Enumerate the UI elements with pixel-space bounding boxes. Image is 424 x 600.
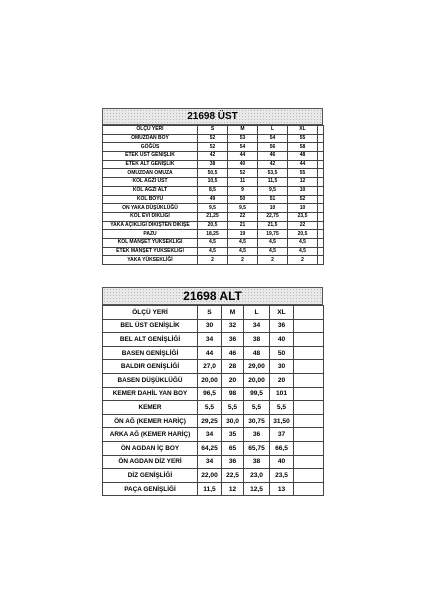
bottom-chart-title: 21698 ALT — [102, 287, 323, 305]
top-measure-value: 53,5 — [258, 169, 288, 178]
top-measure-name: KOL AĞZI ÜST — [103, 178, 198, 187]
bottom-measure-value: 34 — [198, 455, 222, 469]
top-table-row — [103, 221, 324, 230]
top-blank-cell — [318, 230, 324, 239]
top-table-row — [103, 238, 324, 247]
top-measure-value: 2 — [228, 256, 258, 265]
bottom-measure-value: 40 — [270, 455, 294, 469]
bottom-table-row — [103, 414, 324, 428]
bottom-blank-cell — [294, 387, 324, 401]
top-measure-name: ETEK ALT GENİŞLİK — [103, 160, 198, 169]
top-measure-name: GÖĞÜS — [103, 143, 198, 152]
top-measure-value: 12 — [288, 178, 318, 187]
bottom-size-table — [102, 305, 324, 496]
bottom-header-row — [103, 306, 324, 320]
top-table-row — [103, 247, 324, 256]
bottom-measure-value: 32 — [222, 319, 244, 333]
bottom-table-row — [103, 401, 324, 415]
top-measure-value: 10 — [288, 186, 318, 195]
top-table-row — [103, 186, 324, 195]
top-measure-value: 54 — [258, 134, 288, 143]
top-blank-cell — [318, 195, 324, 204]
bottom-blank-cell — [294, 428, 324, 442]
bottom-blank-cell — [294, 373, 324, 387]
top-table-row — [103, 256, 324, 265]
top-measure-name: KOL BOYU — [103, 195, 198, 204]
bottom-measure-value: 66,5 — [270, 441, 294, 455]
top-measure-value: 52 — [288, 195, 318, 204]
top-measure-value: 4,5 — [198, 247, 228, 256]
bottom-measure-value: 36 — [270, 319, 294, 333]
bottom-table-row — [103, 482, 324, 496]
bottom-size-chart — [102, 287, 323, 493]
top-measure-value: 22 — [228, 212, 258, 221]
bottom-measure-value: 101 — [270, 387, 294, 401]
top-measure-value: 19 — [228, 230, 258, 239]
top-measure-value: 2 — [258, 256, 288, 265]
bottom-measure-value: 23,5 — [270, 469, 294, 483]
bottom-header-cell: XL — [270, 306, 294, 320]
top-measure-value: 2 — [198, 256, 228, 265]
top-chart-title: 21698 ÜST — [102, 108, 323, 125]
top-measure-value: 21 — [228, 221, 258, 230]
top-measure-value: 4,5 — [288, 238, 318, 247]
top-measure-name: OMUZDAN OMUZA — [103, 169, 198, 178]
bottom-measure-value: 30 — [270, 360, 294, 374]
bottom-measure-value: 11,5 — [198, 482, 222, 496]
top-table-row — [103, 230, 324, 239]
top-measure-name: ETEK MANŞET YÜKSEKLİĞİ — [103, 247, 198, 256]
bottom-blank-cell — [294, 482, 324, 496]
top-measure-value: 8,5 — [198, 186, 228, 195]
top-blank-cell — [318, 143, 324, 152]
top-measure-value: 10 — [288, 204, 318, 213]
bottom-measure-value: 12,5 — [244, 482, 270, 496]
top-measure-value: 11 — [228, 178, 258, 187]
top-measure-value: 20,5 — [288, 230, 318, 239]
top-measure-name: PAZU — [103, 230, 198, 239]
top-measure-name: KOL EVİ DİKLİĞİ — [103, 212, 198, 221]
bottom-measure-value: 98 — [222, 387, 244, 401]
top-measure-value: 11,5 — [258, 178, 288, 187]
top-measure-value: 9,5 — [258, 186, 288, 195]
bottom-blank-cell — [294, 346, 324, 360]
bottom-measure-value: 65,75 — [244, 441, 270, 455]
top-measure-value: 50 — [228, 195, 258, 204]
bottom-measure-value: 5,5 — [244, 401, 270, 415]
top-header-cell: S — [198, 126, 228, 135]
bottom-measure-value: 34 — [244, 319, 270, 333]
bottom-table-row — [103, 333, 324, 347]
bottom-measure-value: 34 — [198, 428, 222, 442]
bottom-measure-value: 30,0 — [222, 414, 244, 428]
top-table-row — [103, 178, 324, 187]
top-measure-value: 18,25 — [198, 230, 228, 239]
top-measure-value: 40 — [228, 160, 258, 169]
top-measure-name: YAKA AÇIKLIĞI DİKİŞTEN DİKİŞE — [103, 221, 198, 230]
bottom-measure-value: 28 — [222, 360, 244, 374]
top-table-row — [103, 169, 324, 178]
top-measure-value: 51 — [258, 195, 288, 204]
top-measure-value: 4,5 — [288, 247, 318, 256]
bottom-blank-cell — [294, 319, 324, 333]
bottom-blank-cell — [294, 333, 324, 347]
top-measure-value: 38 — [198, 160, 228, 169]
top-blank-cell — [318, 256, 324, 265]
bottom-header-cell: S — [198, 306, 222, 320]
bottom-measure-value: 20,00 — [244, 373, 270, 387]
bottom-measure-name: ÖN AGDAN İÇ BOY — [103, 441, 198, 455]
bottom-table-row — [103, 387, 324, 401]
bottom-blank-cell — [294, 455, 324, 469]
top-blank-cell — [318, 238, 324, 247]
bottom-measure-value: 20 — [222, 373, 244, 387]
bottom-measure-name: ÖN AĞ (KEMER HARİÇ) — [103, 414, 198, 428]
bottom-blank-cell — [294, 441, 324, 455]
bottom-measure-value: 34 — [198, 333, 222, 347]
bottom-blank-cell — [294, 401, 324, 415]
bottom-measure-value: 40 — [270, 333, 294, 347]
top-measure-value: 50,5 — [198, 169, 228, 178]
top-measure-name: YAKA YÜKSEKLİĞİ — [103, 256, 198, 265]
top-blank-cell — [318, 212, 324, 221]
top-measure-value: 44 — [288, 160, 318, 169]
top-table-row — [103, 204, 324, 213]
top-measure-value: 4,5 — [228, 238, 258, 247]
bottom-table-row — [103, 319, 324, 333]
top-measure-value: 49 — [198, 195, 228, 204]
top-measure-value: 53 — [228, 134, 258, 143]
top-measure-value: 23,5 — [288, 212, 318, 221]
bottom-measure-value: 35 — [222, 428, 244, 442]
top-measure-value: 4,5 — [228, 247, 258, 256]
top-blank-cell — [318, 152, 324, 161]
bottom-measure-value: 37 — [270, 428, 294, 442]
bottom-measure-name: BEL ÜST GENİŞLİK — [103, 319, 198, 333]
top-table-row — [103, 212, 324, 221]
bottom-measure-value: 50 — [270, 346, 294, 360]
bottom-measure-name: KEMER DAHİL YAN BOY — [103, 387, 198, 401]
top-measure-name: KOL MANŞET YÜKSEKLİĞİ — [103, 238, 198, 247]
top-blank-cell — [318, 134, 324, 143]
bottom-measure-value: 36 — [222, 333, 244, 347]
top-measure-value: 9,5 — [198, 204, 228, 213]
top-measure-value: 54 — [228, 143, 258, 152]
top-blank-cell — [318, 204, 324, 213]
bottom-header-cell: M — [222, 306, 244, 320]
top-measure-name: ETEK ÜST GENİŞLİK — [103, 152, 198, 161]
top-measure-name: OMUZDAN BOY — [103, 134, 198, 143]
top-measure-value: 9,5 — [228, 204, 258, 213]
top-blank-cell — [318, 221, 324, 230]
top-header-cell: L — [258, 126, 288, 135]
top-measure-name: ON YAKA DÜŞÜKLÜĞÜ — [103, 204, 198, 213]
bottom-measure-name: PAÇA GENİŞLİĞİ — [103, 482, 198, 496]
bottom-measure-value: 5,5 — [270, 401, 294, 415]
bottom-table-row — [103, 441, 324, 455]
bottom-measure-value: 99,5 — [244, 387, 270, 401]
top-size-chart — [102, 108, 323, 284]
bottom-measure-value: 22,5 — [222, 469, 244, 483]
bottom-measure-value: 20 — [270, 373, 294, 387]
top-measure-value: 9 — [228, 186, 258, 195]
bottom-measure-value: 38 — [244, 455, 270, 469]
bottom-measure-name: BALDIR GENİŞLİĞİ — [103, 360, 198, 374]
top-blank-cell — [318, 186, 324, 195]
bottom-measure-value: 23,0 — [244, 469, 270, 483]
top-measure-value: 19,75 — [258, 230, 288, 239]
bottom-table-row — [103, 428, 324, 442]
bottom-measure-value: 48 — [244, 346, 270, 360]
top-measure-value: 42 — [258, 160, 288, 169]
top-table-row — [103, 195, 324, 204]
top-measure-value: 46 — [258, 152, 288, 161]
bottom-measure-name: BASEN DÜŞÜKLÜĞÜ — [103, 373, 198, 387]
top-table-row — [103, 134, 324, 143]
top-measure-value: 21,5 — [258, 221, 288, 230]
top-header-cell: ÖLÇÜ YERİ — [103, 126, 198, 135]
top-measure-value: 4,5 — [258, 238, 288, 247]
top-measure-value: 10 — [258, 204, 288, 213]
bottom-measure-value: 13 — [270, 482, 294, 496]
bottom-blank-cell — [294, 414, 324, 428]
top-measure-value: 52 — [198, 143, 228, 152]
top-blank-cell — [318, 160, 324, 169]
top-measure-value: 44 — [228, 152, 258, 161]
top-measure-value: 4,5 — [258, 247, 288, 256]
bottom-measure-name: ÖN AGDAN DİZ YERİ — [103, 455, 198, 469]
bottom-measure-value: 30 — [198, 319, 222, 333]
bottom-measure-value: 29,00 — [244, 360, 270, 374]
bottom-header-cell: ÖLÇÜ YERİ — [103, 306, 198, 320]
top-measure-value: 48 — [288, 152, 318, 161]
top-table-row — [103, 143, 324, 152]
top-measure-value: 20,5 — [198, 221, 228, 230]
top-measure-value: 58 — [288, 143, 318, 152]
bottom-measure-value: 96,5 — [198, 387, 222, 401]
bottom-measure-value: 30,75 — [244, 414, 270, 428]
top-header-cell: M — [228, 126, 258, 135]
top-blank-cell — [318, 247, 324, 256]
top-measure-value: 52 — [198, 134, 228, 143]
bottom-measure-value: 64,25 — [198, 441, 222, 455]
top-measure-name: KOL AĞZI ALT — [103, 186, 198, 195]
top-measure-value: 2 — [288, 256, 318, 265]
top-measure-value: 22,75 — [258, 212, 288, 221]
top-header-cell: XL — [288, 126, 318, 135]
bottom-measure-value: 65 — [222, 441, 244, 455]
top-measure-value: 56 — [258, 143, 288, 152]
bottom-measure-name: BEL ALT GENİŞLİĞİ — [103, 333, 198, 347]
top-measure-value: 21,25 — [198, 212, 228, 221]
top-table-row — [103, 152, 324, 161]
bottom-blank-cell — [294, 469, 324, 483]
bottom-measure-name: ARKA AĞ (KEMER HARİÇ) — [103, 428, 198, 442]
bottom-measure-value: 22,00 — [198, 469, 222, 483]
top-blank-cell — [318, 126, 324, 135]
bottom-measure-name: BASEN GENİŞLİĞİ — [103, 346, 198, 360]
bottom-measure-name: KEMER — [103, 401, 198, 415]
bottom-measure-value: 27,0 — [198, 360, 222, 374]
bottom-measure-value: 31,50 — [270, 414, 294, 428]
bottom-measure-value: 46 — [222, 346, 244, 360]
bottom-table-row — [103, 373, 324, 387]
bottom-table-row — [103, 360, 324, 374]
top-measure-value: 55 — [288, 169, 318, 178]
top-blank-cell — [318, 178, 324, 187]
top-blank-cell — [318, 169, 324, 178]
bottom-blank-cell — [294, 360, 324, 374]
bottom-measure-value: 44 — [198, 346, 222, 360]
bottom-measure-value: 12 — [222, 482, 244, 496]
top-measure-value: 42 — [198, 152, 228, 161]
top-measure-value: 55 — [288, 134, 318, 143]
bottom-table-row — [103, 469, 324, 483]
bottom-measure-value: 36 — [244, 428, 270, 442]
bottom-table-row — [103, 346, 324, 360]
bottom-header-cell: L — [244, 306, 270, 320]
top-header-row — [103, 126, 324, 135]
top-measure-value: 52 — [228, 169, 258, 178]
top-measure-value: 22 — [288, 221, 318, 230]
bottom-measure-value: 5,5 — [198, 401, 222, 415]
bottom-measure-value: 36 — [222, 455, 244, 469]
top-measure-value: 10,5 — [198, 178, 228, 187]
bottom-measure-name: DİZ GENİŞLİĞİ — [103, 469, 198, 483]
bottom-measure-value: 29,25 — [198, 414, 222, 428]
bottom-blank-cell — [294, 306, 324, 320]
top-size-table — [102, 125, 324, 265]
bottom-table-row — [103, 455, 324, 469]
bottom-measure-value: 5,5 — [222, 401, 244, 415]
top-measure-value: 4,5 — [198, 238, 228, 247]
bottom-measure-value: 20,00 — [198, 373, 222, 387]
bottom-measure-value: 38 — [244, 333, 270, 347]
top-table-row — [103, 160, 324, 169]
